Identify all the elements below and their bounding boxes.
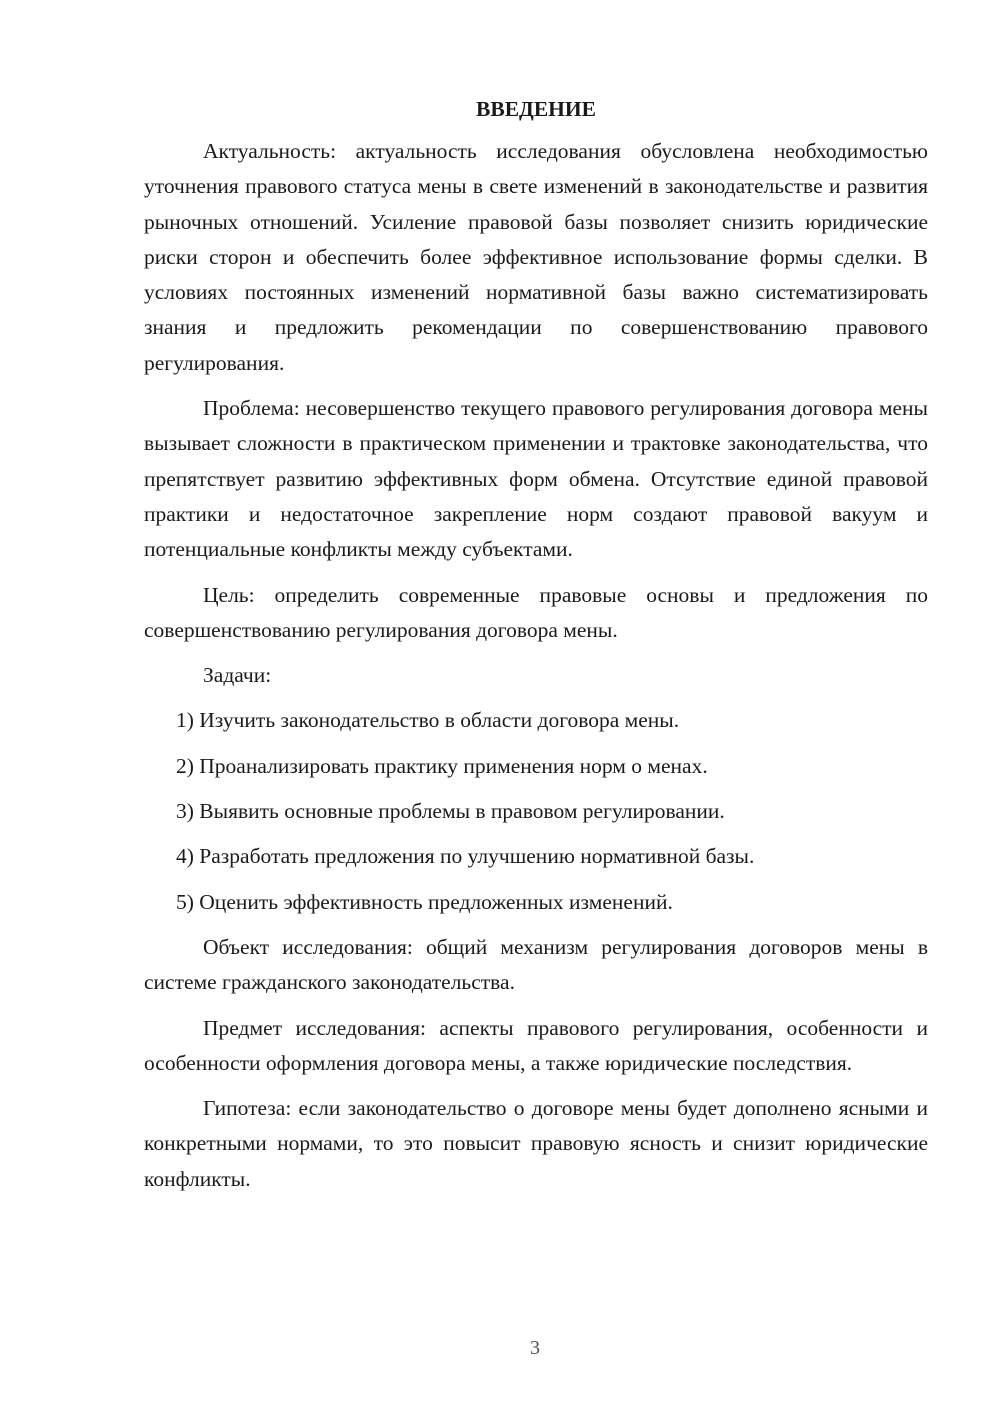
list-item-task-2: 2) Проанализировать практику применения норм о менах.	[176, 753, 708, 778]
page-number: 3	[530, 1337, 540, 1359]
paragraph-problem: Проблема: несовершенство текущего правового регулирования договора мены вызывает сложности в практическом применении и трактовке законодательства, что препятствует развитию эффективных форм обмена. Отсутствие единой правовой практики и недостаточное закрепление норм создают правовой вакуум и потенциальные конфликты между субъектами.	[144, 396, 928, 562]
list-item-task-5: 5) Оценить эффективность предложенных изменений.	[176, 889, 673, 914]
list-item-task-4: 4) Разработать предложения по улучшению нормативной базы.	[176, 844, 755, 869]
tasks-list	[144, 703, 928, 919]
paragraph-relevance: Актуальность: актуальность исследования обусловлена необходимостью уточнения правового статуса мены в свете изменений в законодательстве и развития рыночных отношений. Усиление правовой базы позволяет снизить юридические риски сторон и обеспечить более эффективное использование формы сделки. В условиях постоянных изменений нормативной базы важно систематизировать знания и предложить рекомендации по совершенствованию правового регулирования.	[144, 139, 928, 375]
list-item-task-1: 1) Изучить законодательство в области договора мены.	[176, 708, 680, 733]
paragraph-goal: Цель: определить современные правовые основы и предложения по совершенствованию регулирования договора мены.	[144, 582, 928, 642]
page-title: ВВЕДЕНИЕ	[476, 97, 596, 121]
tasks-label: Задачи:	[203, 663, 272, 688]
document-page	[144, 92, 928, 1207]
paragraph-subject: Предмет исследования: аспекты правового регулирования, особенности и особенности оформления договора мены, а также юридические последствия.	[144, 1015, 928, 1075]
paragraph-hypothesis: Гипотеза: если законодательство о договоре мены будет дополнено ясными и конкретными нормами, то это повысит правовую ясность и снизит юридические конфликты.	[144, 1096, 928, 1191]
paragraph-object: Объект исследования: общий механизм регулирования договоров мены в системе гражданского законодательства.	[144, 934, 928, 995]
list-item-task-3: 3) Выявить основные проблемы в правовом регулировании.	[176, 799, 725, 824]
